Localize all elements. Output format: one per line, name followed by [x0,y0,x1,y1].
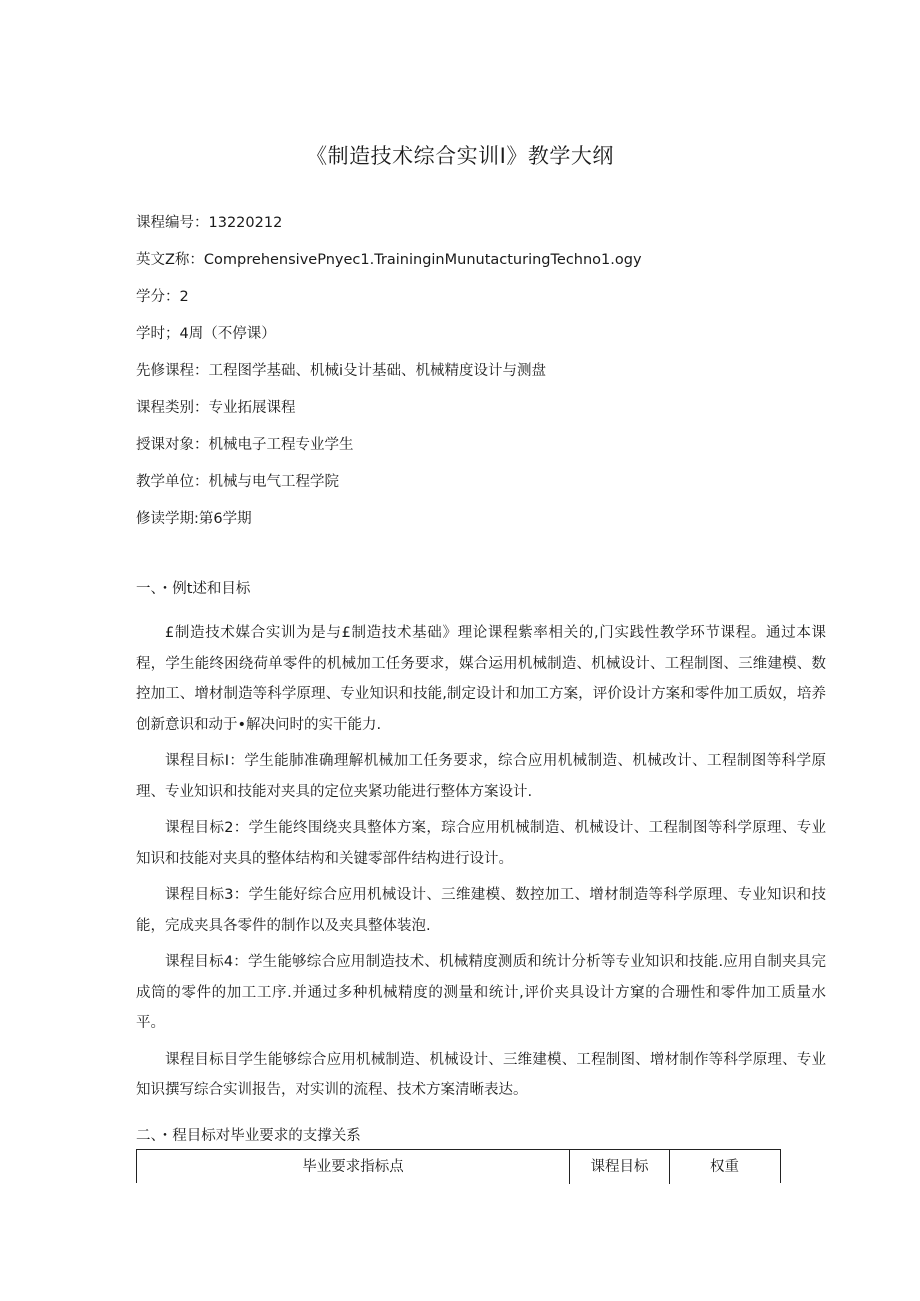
meta-course-code: 课程编号：13220212 [136,215,283,231]
objective-4-paragraph: 课程目标4：学生能够综合应用制造技术、机械精度测质和统计分析等专业知识和技能.应用自制夹具完成筒的零件的加工工序.并通过多种机械精度的测量和统计,评价夹具设计方窠的合珊性和零件加工质量水平。 [136,954,826,1031]
section-2-heading: 二、・程目标对毕业要求的支撑关系 [136,1128,361,1144]
support-relation-table [136,1149,781,1183]
section-1-body [136,618,826,1112]
table-header-indicator: 毕业要求指标点 [137,1150,570,1184]
meta-teaching-unit: 教学单位：机械与电气工程学院 [136,474,339,490]
meta-semester: 修读学期:第6学期 [136,511,252,527]
meta-audience: 授课对象：机械电子工程专业学生 [136,437,354,453]
section-1-heading: 一、・例t述和目标 [136,581,251,597]
meta-prerequisites: 先修课程：工程图学基础、机械i殳计基础、机械精度设计与测盘 [136,363,547,379]
objective-1-paragraph: 课程目标I：学生能肺准确理解机械加工任务要求，综合应用机械制造、机械改计、工程制图等科学原理、专业知识和技能对夹具的定位夹紧功能进行整体方案设计. [136,753,826,800]
objective-2-paragraph: 课程目标2：学生能终围绕夹具整体方案，琮合应用机械制造、机械设计、工程制图等科学原理、专业知识和技能对夹具的整体结构和关键零部件结构进行设计。 [136,820,826,867]
meta-credits: 学分：2 [136,289,189,305]
table-header-weight: 权重 [710,1159,739,1175]
meta-course-category: 课程类别：专业拓展课程 [136,400,296,416]
meta-hours: 学时；4周（不停课） [136,326,276,342]
table-header-objective: 课程目标 [570,1150,670,1184]
objective-5-paragraph: 课程目标目学生能够综合应用机械制造、机械设计、三维建模、工程制图、增材制作等科学原理、专业知识撰写综合实训报告，对实训的流程、技术方案清晰表达。 [136,1051,826,1098]
page-title: 《制造技术综合实训I》教学大纲 [306,144,614,168]
objective-3-paragraph: 课程目标3：学生能好综合应用机械设计、三维建模、数控加工、增材制造等科学原理、专业知识和技能，完成夹具各零件的制作以及夹具整体装泡. [136,887,826,934]
intro-paragraph: £制造技术媒合实训为是与£制造技术基础》理论课程紫率相关的,门实践性教学环节课程。通过本课程，学生能终困绕荷单零件的机械加工任务要求，媒合运用机械制造、机械设计、工程制图、三维建模、数控加工、增材制造等科学原理、专业知识和技能,制定设计和加工方案，评价设计方案和零件加工质奴，培养创新意识和动于•解决问时的实干能力. [136,625,826,733]
meta-english-name: 英文Z称：ComprehensivePnyec1.TraininginMunutacturingTechno1.ogy [136,252,642,268]
